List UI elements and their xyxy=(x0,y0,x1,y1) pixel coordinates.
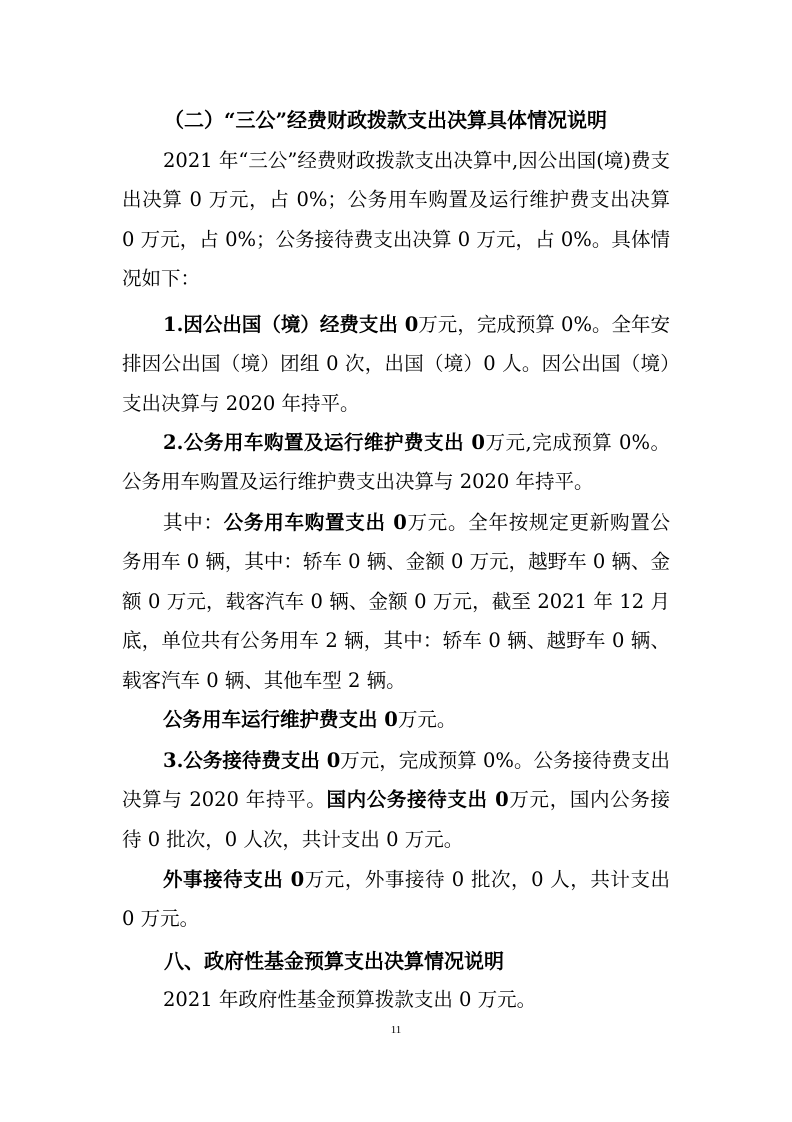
section8-heading: 八、政府性基金预算支出决算情况说明 xyxy=(164,949,504,973)
foreign-reception-paragraph xyxy=(122,860,670,939)
domestic-reception-text: 万元，国内公务接待 0 批次，0 人次，共计支出 0 万元。 xyxy=(122,788,670,851)
domestic-reception-bold-lead: 国内公务接待支出 0 xyxy=(326,788,509,812)
section-heading-three-public-expenses: （二）“三公”经费财政拨款支出决算具体情况说明 xyxy=(164,108,608,132)
maintenance-text: 万元。 xyxy=(397,708,457,731)
purchase-prefix: 其中： xyxy=(163,511,224,534)
page-number: 11 xyxy=(390,1024,402,1036)
purchase-text: 万元。全年按规定更新购置公务用车 0 辆，其中：轿车 0 辆、金额 0 万元，越野车 0 辆、金额 0 万元，载客汽车 0 辆、金额 0 万元，截至 2021 年 12 月底，单位共有公务用车 2 辆，其中：轿车 0 辆、越野车 0 辆、载客汽车 0 辆、其他车型 2 辆。 xyxy=(122,511,670,692)
item1-text: 万元，完成预算 0%。全年安排因公出国（境）团组 0 次，出国（境）0 人。因公出国（境）支出决算与 2020 年持平。 xyxy=(122,313,671,415)
section8-paragraph: 2021 年政府性基金预算拨款支出 0 万元。 xyxy=(163,988,537,1011)
purchase-bold-lead: 公务用车购置支出 0 xyxy=(223,511,407,534)
foreign-bold-lead: 外事接待支出 0 xyxy=(163,868,305,891)
intro-paragraph: 2021 年“三公”经费财政拨款支出决算中,因公出国(境)费支出决算 0 万元，占 0%；公务用车购置及运行维护费支出决算 0 万元，占 0%；公务接待费支出决算 0 万元，占 0%。具体情况如下： xyxy=(122,149,670,291)
foreign-text: 万元，外事接待 0 批次，0 人，共计支出 0 万元。 xyxy=(122,868,670,931)
item3-text: 万元，完成预算 0%。公务接待费支出决算与 2020 年持平。 xyxy=(122,749,670,812)
item2-bold-lead: 2.公务用车购置及运行维护费支出 0 xyxy=(163,431,485,454)
vehicle-purchase-paragraph xyxy=(122,503,670,700)
item3-paragraph xyxy=(122,741,670,859)
item2-text: 万元,完成预算 0%。公务用车购置及运行维护费支出决算与 2020 年持平。 xyxy=(122,431,670,494)
vehicle-maintenance-paragraph xyxy=(122,700,670,739)
item3-bold-lead: 3.公务接待费支出 0 xyxy=(163,749,341,772)
item1-bold-lead: 1.因公出国（境）经费支出 0 xyxy=(163,313,419,336)
item2-paragraph xyxy=(122,423,670,502)
maintenance-bold-lead: 公务用车运行维护费支出 0 xyxy=(163,708,398,731)
item1-paragraph xyxy=(122,305,670,423)
